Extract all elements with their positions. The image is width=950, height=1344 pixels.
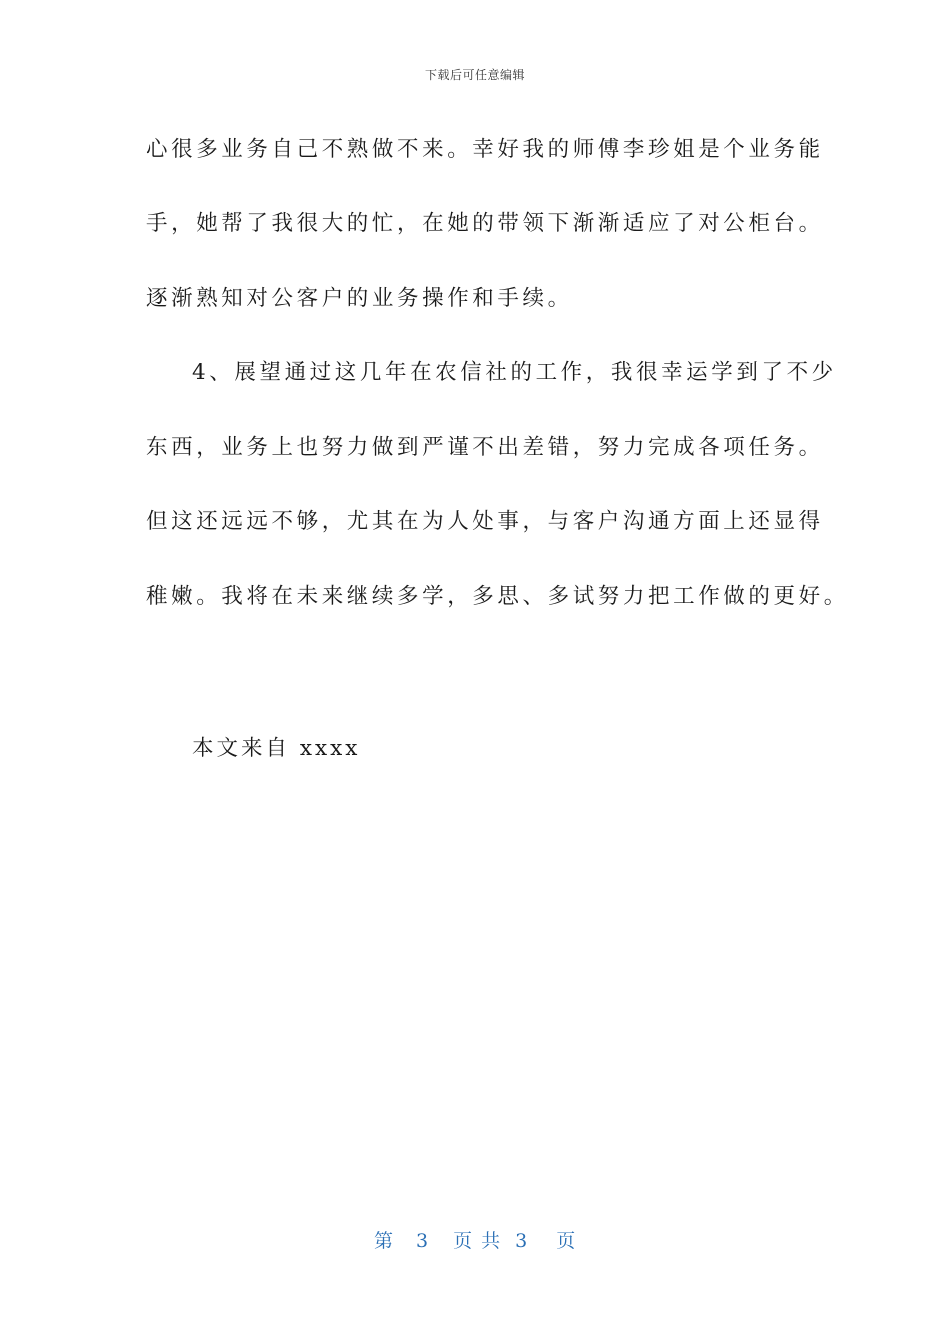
source-line: 本文来自 xxxx [192,736,361,761]
body-line-6: 但这还远远不够，尤其在为人处事，与客户沟通方面上还显得 [146,509,824,534]
footer-total-prefix: 共 [481,1230,502,1252]
footer-page-word-end: 页 [556,1230,577,1252]
body-line-4: 4、展望通过这几年在农信社的工作，我很幸运学到了不少 [192,360,837,385]
body-line-7: 稚嫩。我将在未来继续多学，多思、多试努力把工作做的更好。 [146,584,849,609]
body-line-1: 心很多业务自己不熟做不来。幸好我的师傅李珍姐是个业务能 [146,137,824,162]
page-number-footer [374,1226,576,1253]
body-line-2: 手，她帮了我很大的忙，在她的带领下渐渐适应了对公柜台。 [146,211,824,236]
footer-total-pages: 3 [515,1230,529,1252]
body-line-3: 逐渐熟知对公客户的业务操作和手续。 [146,286,573,311]
footer-page-prefix: 第 [374,1230,395,1252]
footer-current-page: 3 [416,1230,430,1252]
body-line-5: 东西，业务上也努力做到严谨不出差错，努力完成各项任务。 [146,435,824,460]
page-header-note: 下载后可任意编辑 [424,68,525,82]
footer-page-word: 页 [453,1230,474,1252]
